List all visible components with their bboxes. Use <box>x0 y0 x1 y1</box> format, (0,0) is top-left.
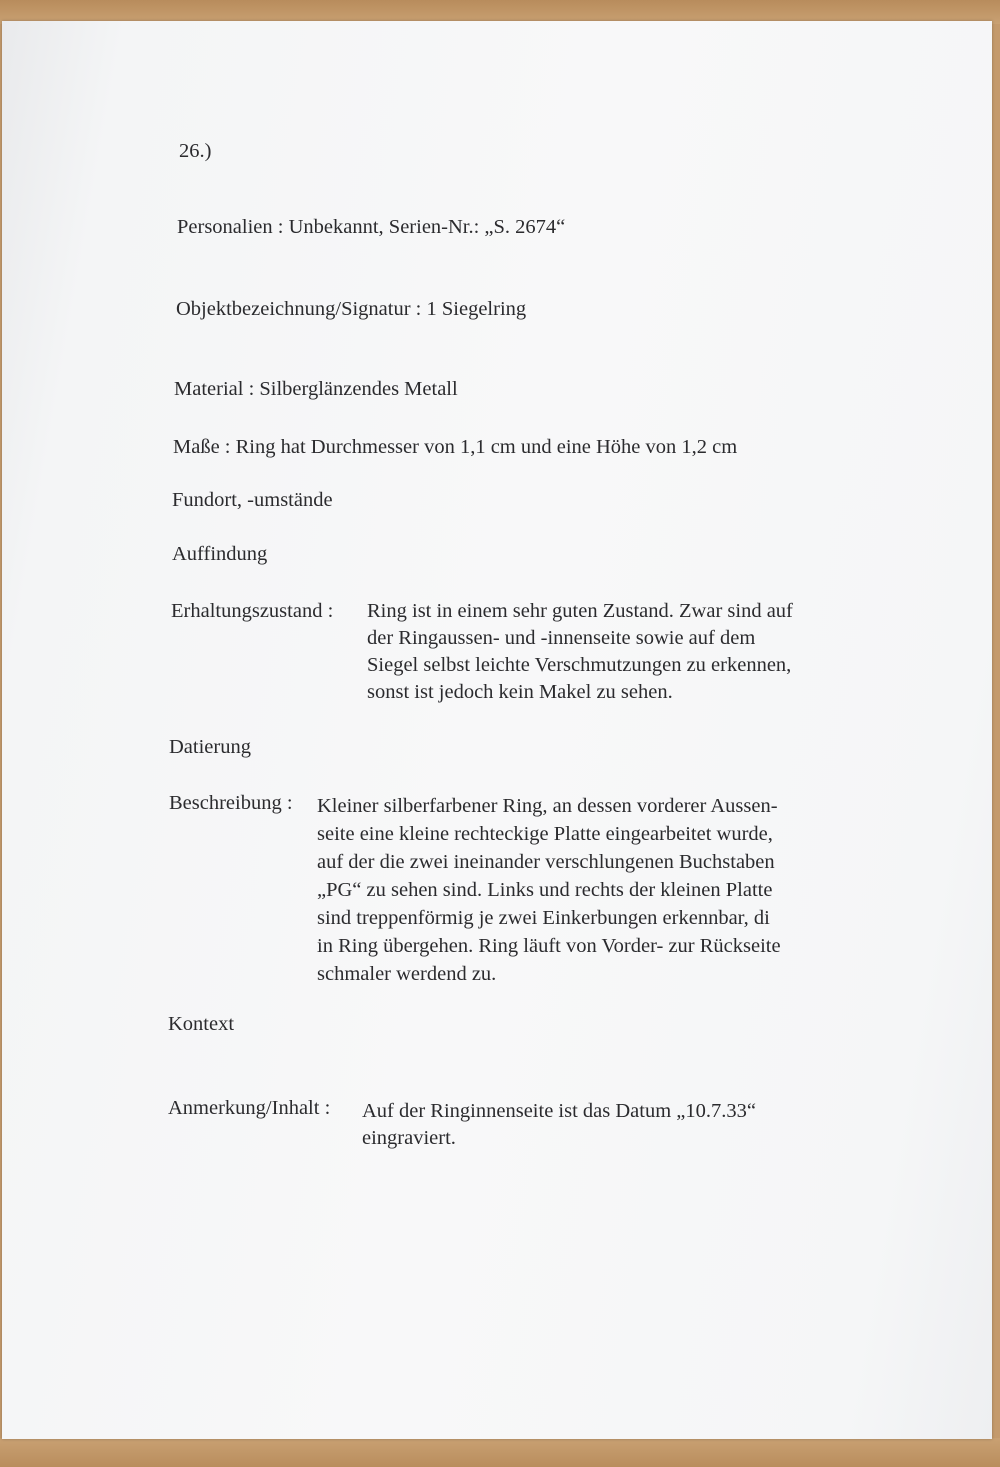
beschreibung-line: in Ring übergehen. Ring läuft von Vorder- zur Rückseite <box>317 935 781 957</box>
datierung-label: Datierung <box>169 736 251 758</box>
erhaltung-line: der Ringaussen- und -innenseite sowie auf dem <box>367 627 756 649</box>
beschreibung-line: schmaler werdend zu. <box>317 963 497 985</box>
beschreibung-text <box>317 792 781 988</box>
beschreibung-line: sind treppenförmig je zwei Einkerbungen erkennbar, di <box>317 907 770 929</box>
masse-row <box>173 434 737 460</box>
objekt-label: Objektbezeichnung/Signatur : <box>176 298 422 320</box>
beschreibung-line: auf der die zwei ineinander verschlungenen Buchstaben <box>317 851 775 873</box>
beschreibung-label: Beschreibung : <box>169 792 293 814</box>
beschreibung-line: seite eine kleine rechteckige Platte eingearbeitet wurde, <box>317 823 773 845</box>
personalien-label: Personalien : <box>177 216 284 238</box>
beschreibung-line: „PG“ zu sehen sind. Links und rechts der kleinen Platte <box>317 879 773 901</box>
material-value: Silberglänzendes Metall <box>259 378 458 400</box>
personalien-row <box>177 214 565 240</box>
anmerkung-text <box>362 1098 756 1152</box>
anmerkung-line: Auf der Ringinnenseite ist das Datum „10.7.33“ <box>362 1100 756 1122</box>
kontext-label: Kontext <box>168 1013 235 1035</box>
entry-number: 26.) <box>179 140 212 162</box>
objekt-value: 1 Siegelring <box>426 298 527 320</box>
erhaltung-text <box>367 598 793 706</box>
auffindung-label: Auffindung <box>172 543 268 565</box>
material-label: Material : <box>174 378 255 400</box>
objekt-row <box>176 296 526 322</box>
fundort-label: Fundort, -umstände <box>172 489 333 511</box>
erhaltung-line: Siegel selbst leichte Verschmutzungen zu erkennen, <box>367 654 792 676</box>
erhaltung-line: sonst ist jedoch kein Makel zu sehen. <box>367 681 673 703</box>
personalien-value: Unbekannt, Serien-Nr.: „S. 2674“ <box>288 216 566 238</box>
erhaltung-label: Erhaltungszustand : <box>171 600 334 622</box>
wooden-board-bottom <box>0 1438 1000 1467</box>
material-row <box>174 376 458 402</box>
masse-value: Ring hat Durchmesser von 1,1 cm und eine Höhe von 1,2 cm <box>235 436 738 458</box>
anmerkung-label: Anmerkung/Inhalt : <box>168 1097 331 1119</box>
masse-label: Maße : <box>173 436 231 458</box>
beschreibung-line: Kleiner silberfarbener Ring, an dessen vorderer Aussen- <box>317 795 778 817</box>
erhaltung-line: Ring ist in einem sehr guten Zustand. Zwar sind auf <box>367 600 793 622</box>
anmerkung-line: eingraviert. <box>362 1127 456 1149</box>
